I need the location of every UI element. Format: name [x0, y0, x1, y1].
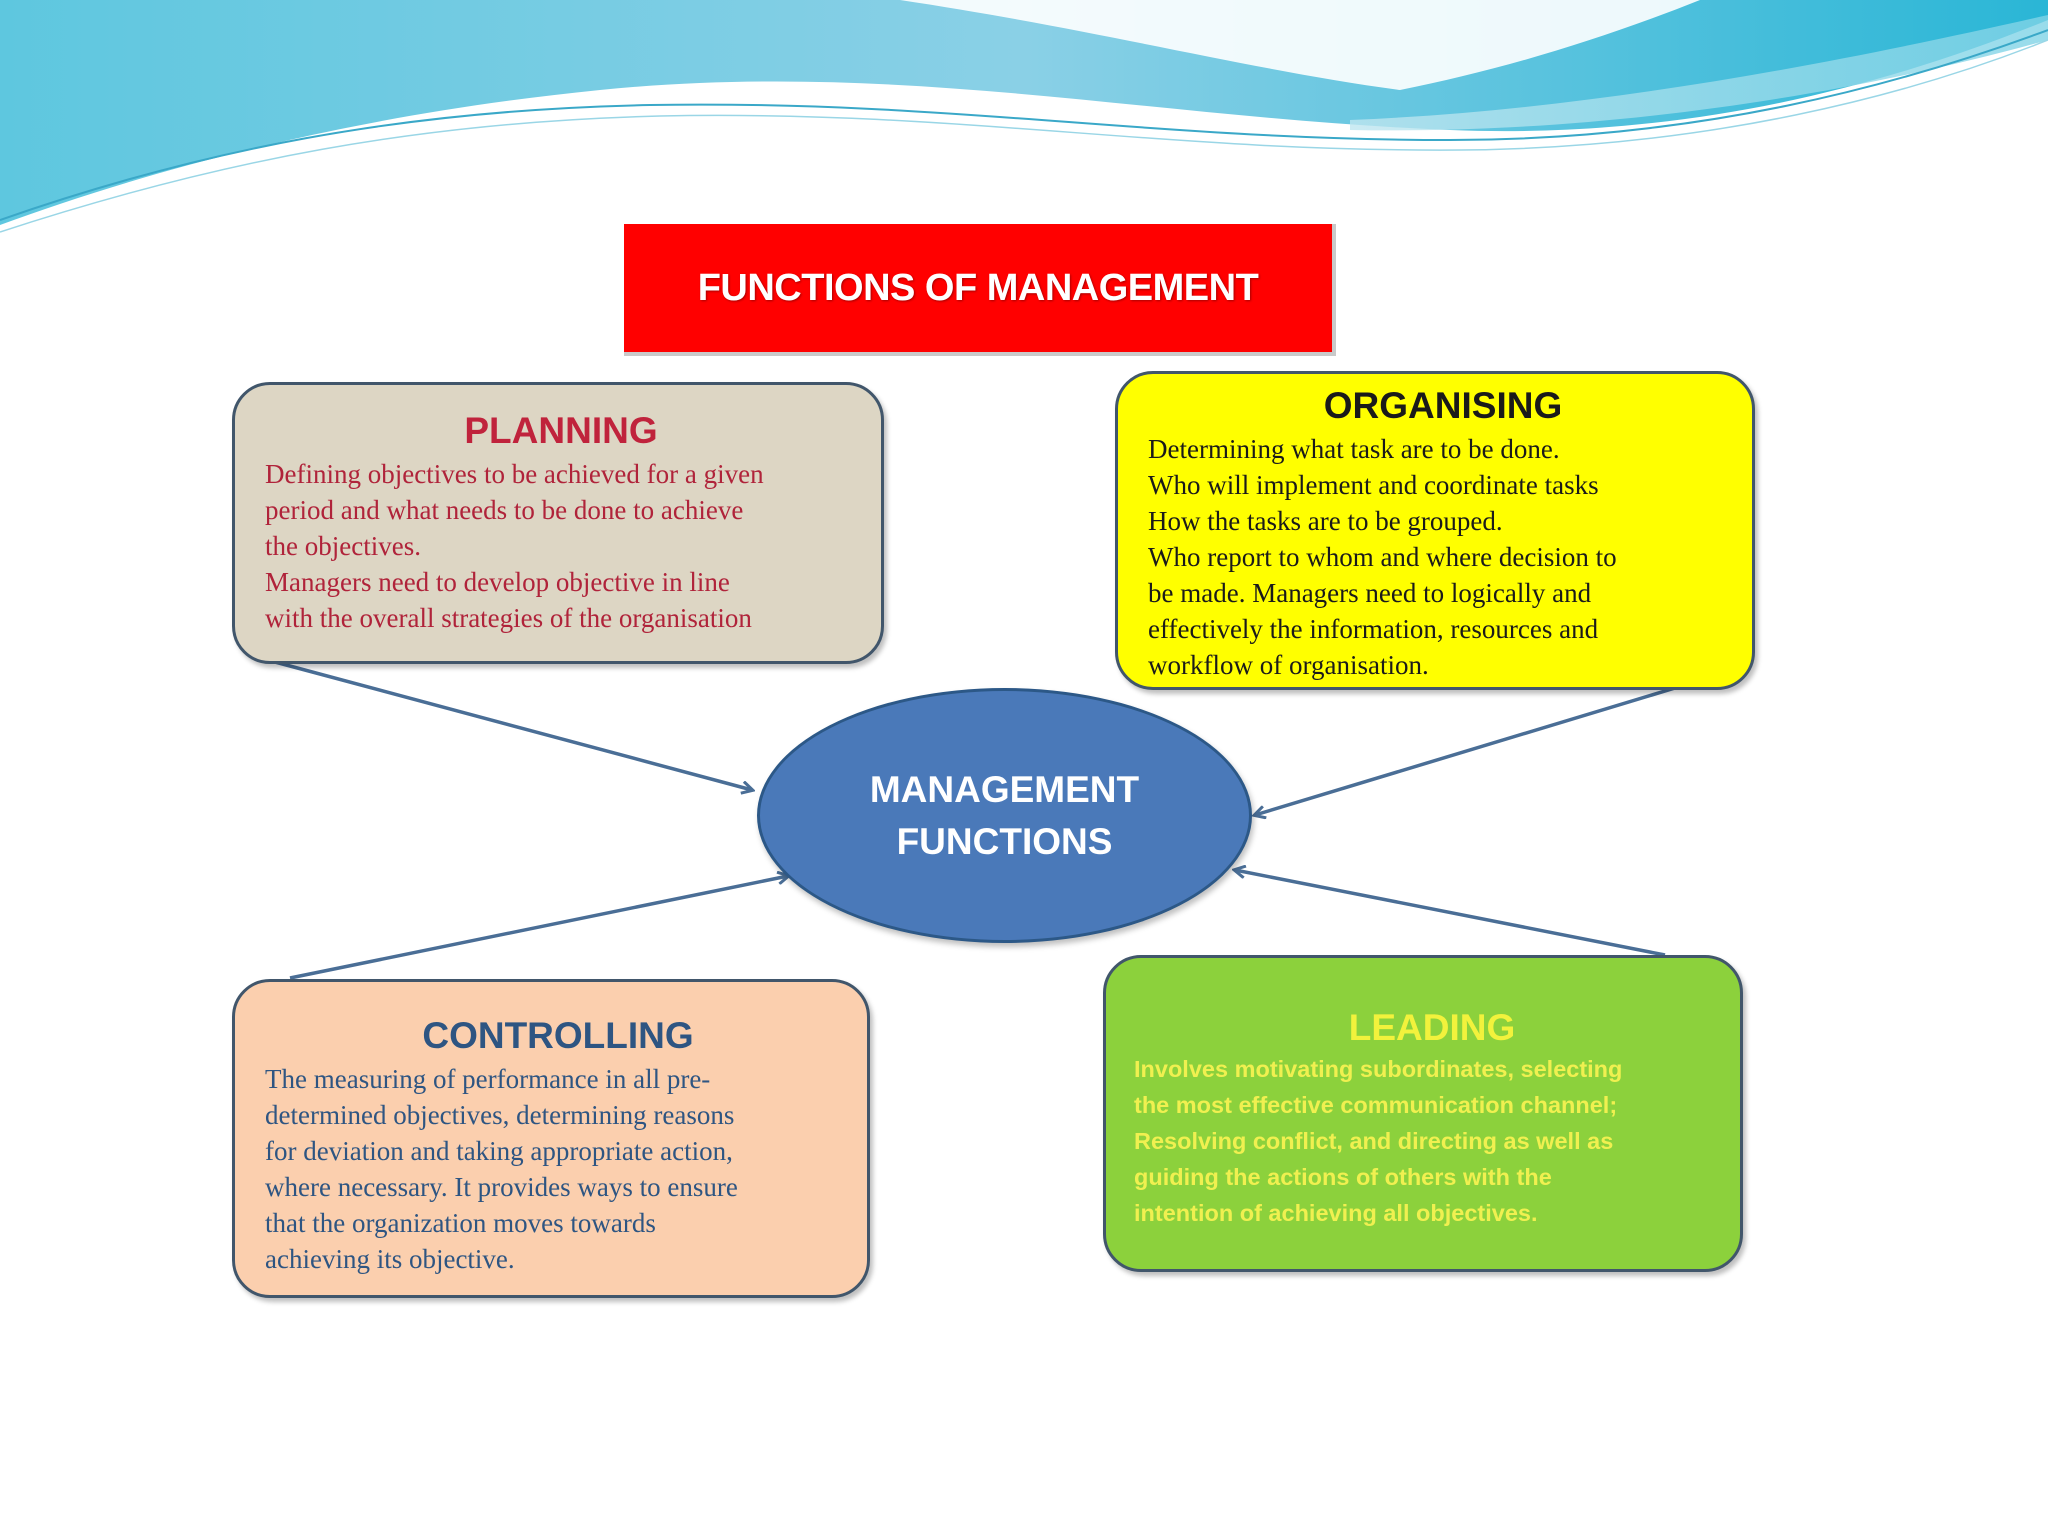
organising-line: How the tasks are to be grouped. [1148, 505, 1503, 536]
organising-line: workflow of organisation. [1148, 649, 1429, 680]
organising-line: effectively the information, resources and [1148, 613, 1599, 644]
management-functions-node [757, 688, 1252, 943]
leading-box [1103, 955, 1743, 1272]
leading-line: guiding the actions of others with the [1134, 1163, 1552, 1190]
center-line-2: FUNCTIONS [896, 820, 1113, 862]
leading-line: Involves motivating subordinates, selecting [1134, 1055, 1623, 1082]
organising-box [1115, 371, 1755, 690]
arrow-leading [1235, 870, 1665, 955]
planning-line: with the overall strategies of the organisation [265, 602, 752, 633]
planning-title: PLANNING [464, 410, 658, 451]
organising-line: be made. Managers need to logically and [1148, 577, 1592, 608]
leading-line: intention of achieving all objectives. [1134, 1199, 1538, 1226]
organising-title: ORGANISING [1323, 385, 1563, 426]
planning-line: Defining objectives to be achieved for a given [265, 458, 764, 489]
arrow-organising [1255, 688, 1675, 815]
organising-line: Who report to whom and where decision to [1148, 541, 1617, 572]
center-line-1: MANAGEMENT [869, 768, 1140, 810]
diagram-title-box [624, 224, 1336, 356]
organising-line: Who will implement and coordinate tasks [1148, 469, 1599, 500]
controlling-box [232, 979, 870, 1298]
leading-description [1134, 1051, 1730, 1231]
leading-line: Resolving conflict, and directing as well as [1134, 1127, 1614, 1154]
arrow-controlling [290, 876, 788, 978]
planning-line: period and what needs to be done to achieve [265, 494, 744, 525]
leading-title: LEADING [1348, 1007, 1516, 1048]
arrow-planning [275, 662, 752, 790]
organising-line: Determining what task are to be done. [1148, 433, 1560, 464]
controlling-description [265, 1061, 851, 1277]
planning-line: Managers need to develop objective in line [265, 566, 730, 597]
controlling-line: determined objectives, determining reasons [265, 1099, 735, 1130]
controlling-line: where necessary. It provides ways to ensure [265, 1171, 738, 1202]
controlling-line: for deviation and taking appropriate action, [265, 1135, 733, 1166]
controlling-line: achieving its objective. [265, 1243, 515, 1274]
controlling-title: CONTROLLING [422, 1015, 694, 1056]
diagram-title: FUNCTIONS OF MANAGEMENT [697, 266, 1259, 309]
leading-line: the most effective communication channel; [1134, 1091, 1618, 1118]
planning-box [232, 382, 884, 664]
planning-line: the objectives. [265, 530, 421, 561]
planning-description [265, 456, 857, 636]
organising-description [1148, 431, 1738, 683]
controlling-line: that the organization moves towards [265, 1207, 656, 1238]
controlling-line: The measuring of performance in all pre- [265, 1063, 711, 1094]
